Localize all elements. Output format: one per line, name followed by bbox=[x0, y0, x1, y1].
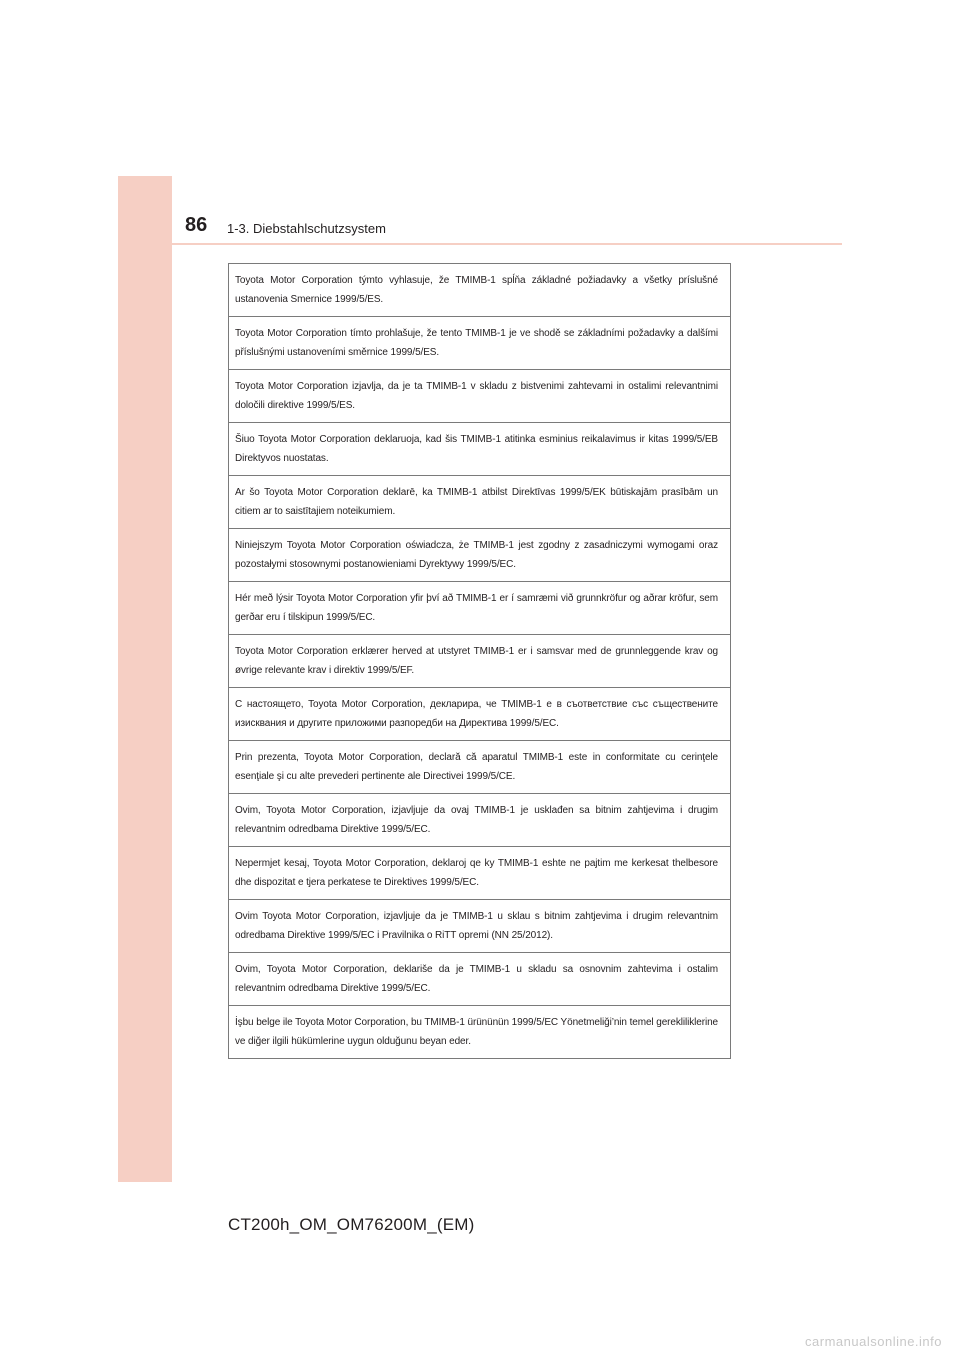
declaration-table bbox=[228, 263, 731, 1059]
table-row bbox=[229, 953, 731, 1006]
table-row bbox=[229, 529, 731, 582]
table-row bbox=[229, 476, 731, 529]
declaration-slovenian: Toyota Motor Corporation izjavlja, da je ta TMIMB-1 v skladu z bistvenimi zahtevami in ostalimi relevantnimi določili direktive 1999/5/ES. bbox=[229, 370, 731, 423]
page-number: 86 bbox=[185, 214, 208, 236]
table-row bbox=[229, 423, 731, 476]
table-row bbox=[229, 582, 731, 635]
table-row bbox=[229, 688, 731, 741]
declaration-bosnian: Ovim, Toyota Motor Corporation, izjavljuje da ovaj TMIMB-1 je usklađen sa bitnim zahtjevima i drugim relevantnim odredbama Direktive 1999/5/EC. bbox=[229, 794, 731, 847]
table-row bbox=[229, 264, 731, 317]
table-row bbox=[229, 741, 731, 794]
table-row bbox=[229, 1006, 731, 1059]
declaration-romanian: Prin prezenta, Toyota Motor Corporation, declară că aparatul TMIMB-1 este in conformitate cu cerinţele esenţiale şi cu alte prevederi pertinente ale Directivei 1999/5/CE. bbox=[229, 741, 731, 794]
table-row bbox=[229, 635, 731, 688]
declaration-bulgarian: С настоящето, Toyota Motor Corporation, декларира, че TMIMB-1 е в съответствие със съществените изисквания и другите приложими разпоредби на Директива 1999/5/EC. bbox=[229, 688, 731, 741]
declaration-turkish: İşbu belge ile Toyota Motor Corporation, bu TMIMB-1 ürününün 1999/5/EC Yönetmeliği’nin temel gerekliliklerine ve diğer ilgili hükümlerine uygun olduğunu beyan eder. bbox=[229, 1006, 731, 1059]
declaration-lithuanian: Šiuo Toyota Motor Corporation deklaruoja, kad šis TMIMB-1 atitinka esminius reikalavimus ir kitas 1999/5/EB Direktyvos nuostatas. bbox=[229, 423, 731, 476]
declaration-croatian: Ovim Toyota Motor Corporation, izjavljuje da je TMIMB-1 u sklau s bitnim zahtjevima i drugim relevantnim odredbama Direktive 1999/5/EC i Pravilnika o RiTT opremi (NN 25/2012). bbox=[229, 900, 731, 953]
side-color-band bbox=[118, 176, 172, 1182]
declaration-norwegian: Toyota Motor Corporation erklærer herved at utstyret TMIMB-1 er i samsvar med de grunnleggende krav og øvrige relevante krav i direktiv 1999/5/EF. bbox=[229, 635, 731, 688]
declaration-czech: Toyota Motor Corporation tímto prohlašuje, že tento TMIMB-1 je ve shodě se základními požadavky a dalšími příslušnými ustanoveními směrnice 1999/5/ES. bbox=[229, 317, 731, 370]
section-title: 1-3. Diebstahlschutzsystem bbox=[227, 221, 386, 236]
header-rule bbox=[172, 243, 842, 245]
declaration-polish: Niniejszym Toyota Motor Corporation oświadcza, że TMIMB-1 jest zgodny z zasadniczymi wymogami oraz pozostałymi stosownymi postanowieniami Dyrektywy 1999/5/EC. bbox=[229, 529, 731, 582]
table-row bbox=[229, 317, 731, 370]
table-row bbox=[229, 900, 731, 953]
declaration-albanian: Nepermjet kesaj, Toyota Motor Corporation, deklaroj qe ky TMIMB-1 eshte ne pajtim me kerkesat thelbesore dhe dispozitat e tjera perkatese te Direktives 1999/5/EC. bbox=[229, 847, 731, 900]
watermark: carmanualsonline.info bbox=[805, 1334, 942, 1349]
table-row bbox=[229, 847, 731, 900]
document-code: CT200h_OM_OM76200M_(EM) bbox=[228, 1215, 475, 1234]
declaration-latvian: Ar šo Toyota Motor Corporation deklarē, ka TMIMB-1 atbilst Direktīvas 1999/5/EK būtiskajām prasībām un citiem ar to saistītajiem noteikumiem. bbox=[229, 476, 731, 529]
table-row bbox=[229, 370, 731, 423]
declaration-icelandic: Hér með lýsir Toyota Motor Corporation yfir því að TMIMB-1 er í samræmi við grunnkröfur og aðrar kröfur, sem gerðar eru í tilskipun 1999/5/EC. bbox=[229, 582, 731, 635]
table-row bbox=[229, 794, 731, 847]
declaration-serbian: Ovim, Toyota Motor Corporation, deklariše da je TMIMB-1 u skladu sa osnovnim zahtevima i ostalim relevantnim odredbama Direktive 1999/5/EC. bbox=[229, 953, 731, 1006]
declaration-slovak: Toyota Motor Corporation týmto vyhlasuje, že TMIMB-1 spĺňa základné požiadavky a všetky príslušné ustanovenia Smernice 1999/5/ES. bbox=[229, 264, 731, 317]
